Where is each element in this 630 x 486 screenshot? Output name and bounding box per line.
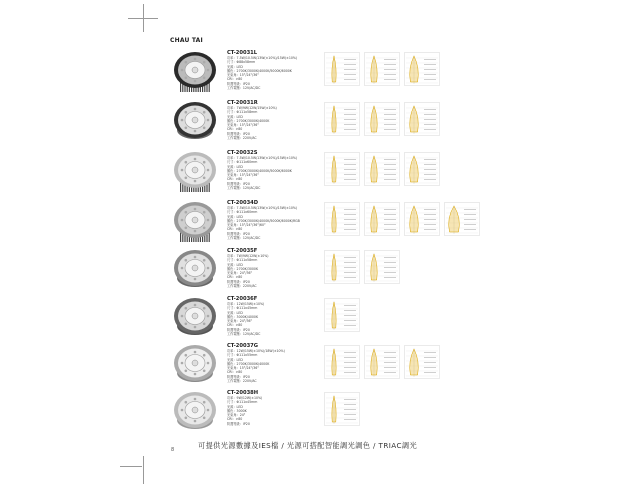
polar-curve-chart — [364, 152, 400, 186]
spec-line: 功率：7.5W/10.5W/13W(±10%)/15W(±10%) — [227, 156, 298, 160]
spec-line: 防護等級：IP20 — [227, 279, 250, 284]
spec-line: 尺寸：Φ111x60mm — [227, 160, 258, 165]
polar-curve-chart — [404, 102, 440, 136]
spec-line: 工作電壓：220V/AC — [227, 284, 257, 289]
product-code: CT-20032S — [227, 150, 258, 156]
spec-line: 尺寸：Φ111x58mm — [227, 110, 258, 115]
spec-line: 防護等級：IP20 — [227, 231, 250, 236]
spec-line: 顏色：2700K/3000K/4000K/5000K/6000K — [227, 68, 292, 73]
lamp-image — [172, 296, 218, 342]
spec-line: 功率：7.5W/10.5W/13W(±10%)/15W(±10%) — [227, 56, 298, 60]
spec-line: CRI：>80 — [227, 177, 243, 182]
product-code: CT-20034D — [227, 200, 259, 206]
product-code: CT-20036F — [227, 296, 258, 302]
spec-line: 光束角：15°/24°/36°/60° — [227, 223, 266, 228]
lamp-image — [172, 248, 218, 294]
lamp-image — [172, 343, 218, 389]
spec-line: 光束角：24°/36° — [227, 319, 253, 324]
spec-line: 尺寸：Φ111x45mm — [227, 306, 258, 311]
spec-line: CRI：>80 — [227, 127, 243, 132]
polar-curve-chart — [364, 250, 400, 284]
spec-line: CRI：>80 — [227, 370, 243, 375]
spec-line: 防護等級：IP20 — [227, 181, 250, 186]
spec-line: 尺寸：Φ111x58mm — [227, 258, 258, 263]
spec-line: 顏色：2700K/3000K/4000K — [227, 118, 270, 123]
product-code: CT-20035F — [227, 248, 258, 254]
lamp-image — [172, 390, 218, 436]
spec-line: 顏色：2700K/3000K — [227, 266, 259, 271]
polar-curve-chart — [324, 52, 360, 86]
spec-line: 光源：LED — [227, 310, 243, 315]
spec-line: 尺寸：Φ111x45mm — [227, 400, 258, 405]
spec-line: CRI：>80 — [227, 275, 243, 280]
spec-line: 光源：LED — [227, 64, 243, 69]
spec-line: 光束角：15°/24°/36° — [227, 73, 259, 78]
polar-curve-chart — [404, 52, 440, 86]
spec-line: 顏色：2700K/3000K/4000K — [227, 361, 270, 366]
spec-line: 工作電壓：12V/AC/DC — [227, 236, 261, 241]
product-code: CT-20031R — [227, 100, 258, 106]
spec-line: 光束角：15°/24°/36° — [227, 123, 259, 128]
spec-line: 尺寸：Φ88x58mm — [227, 60, 256, 65]
polar-curve-chart — [404, 202, 440, 236]
spec-line: CRI：>80 — [227, 227, 243, 232]
polar-curve-chart — [324, 152, 360, 186]
polar-curve-chart — [324, 298, 360, 332]
lamp-image — [172, 200, 218, 246]
polar-curve-chart — [364, 102, 400, 136]
spec-line: 尺寸：Φ111x55mm — [227, 353, 258, 358]
spec-line: CRI：>80 — [227, 77, 243, 82]
footer-note: 可提供光源數據及IES檔 / 光源可搭配智能調光調色 / TRIAC調光 — [198, 441, 418, 450]
spec-line: 功率：7W/9W/12W/15W(±10%) — [227, 106, 277, 110]
polar-curve-chart — [364, 345, 400, 379]
spec-line: 光源：LED — [227, 357, 243, 362]
spec-line: CRI：>80 — [227, 323, 243, 328]
polar-curve-chart — [324, 250, 360, 284]
polar-curve-chart — [324, 345, 360, 379]
polar-curve-chart — [404, 152, 440, 186]
polar-curve-chart — [324, 392, 360, 426]
spec-line: 顏色：2700K/3000K/4000K/5000K/6000K — [227, 168, 292, 173]
crop-mark — [128, 18, 158, 19]
spec-line: 尺寸：Φ111x60mm — [227, 210, 258, 215]
crop-mark — [120, 466, 142, 467]
spec-line: CRI：>80 — [227, 417, 243, 422]
product-code: CT-20038H — [227, 390, 259, 396]
product-code: CT-20037G — [227, 343, 259, 349]
spec-line: 功率：7W/9W/12W(±10%) — [227, 254, 269, 258]
spec-line: 功率：9W/12W(±10%) — [227, 396, 263, 400]
spec-line: 光源：LED — [227, 164, 243, 169]
lamp-image — [172, 100, 218, 146]
spec-line: 光束角：24°/36° — [227, 271, 253, 276]
spec-line: 功率：12W/15W(±10%)/18W(±10%) — [227, 349, 285, 353]
spec-line: 防護等級：IP20 — [227, 374, 250, 379]
spec-line: 顏色：3000K/4000K — [227, 314, 259, 319]
spec-line: 功率：12W/15W(±10%) — [227, 302, 265, 306]
polar-curve-chart — [404, 345, 440, 379]
spec-line: 工作電壓：220V/AC — [227, 136, 257, 141]
lamp-image — [172, 50, 218, 96]
spec-line: 光源：LED — [227, 404, 243, 409]
brand-header: CHAU TAI — [170, 37, 203, 44]
polar-curve-chart — [364, 202, 400, 236]
spec-line: 顏色：2700K/3000K/4000K/5000K/6000K/RGB — [227, 218, 300, 223]
product-code: CT-20031L — [227, 50, 258, 56]
spec-line: 工作電壓：12V/AC/DC — [227, 86, 261, 91]
spec-line: 防護等級：IP20 — [227, 81, 250, 86]
spec-line: 防護等級：IP20 — [227, 421, 250, 426]
spec-line: 光束角：15°/24°/36° — [227, 173, 259, 178]
spec-line: 光束角：15°/24°/36° — [227, 366, 259, 371]
page-number: 8 — [171, 447, 175, 453]
polar-curve-chart — [364, 52, 400, 86]
crop-mark — [143, 456, 144, 484]
spec-line: 光源：LED — [227, 114, 243, 119]
spec-line: 工作電壓：12V/AC/DC — [227, 186, 261, 191]
spec-line: 光源：LED — [227, 214, 243, 219]
spec-line: 工作電壓：12V/AC/DC — [227, 332, 261, 337]
spec-line: 光束角：24° — [227, 413, 246, 418]
lamp-image — [172, 150, 218, 196]
spec-line: 顏色：3000K — [227, 408, 247, 413]
spec-line: 防護等級：IP20 — [227, 131, 250, 136]
spec-line: 光源：LED — [227, 262, 243, 267]
spec-line: 防護等級：IP20 — [227, 327, 250, 332]
polar-curve-chart — [324, 102, 360, 136]
polar-curve-chart — [444, 202, 480, 236]
spec-line: 功率：7.5W/10.5W/13W(±10%)/15W(±10%) — [227, 206, 298, 210]
polar-curve-chart — [324, 202, 360, 236]
spec-line: 工作電壓：220V/AC — [227, 379, 257, 384]
